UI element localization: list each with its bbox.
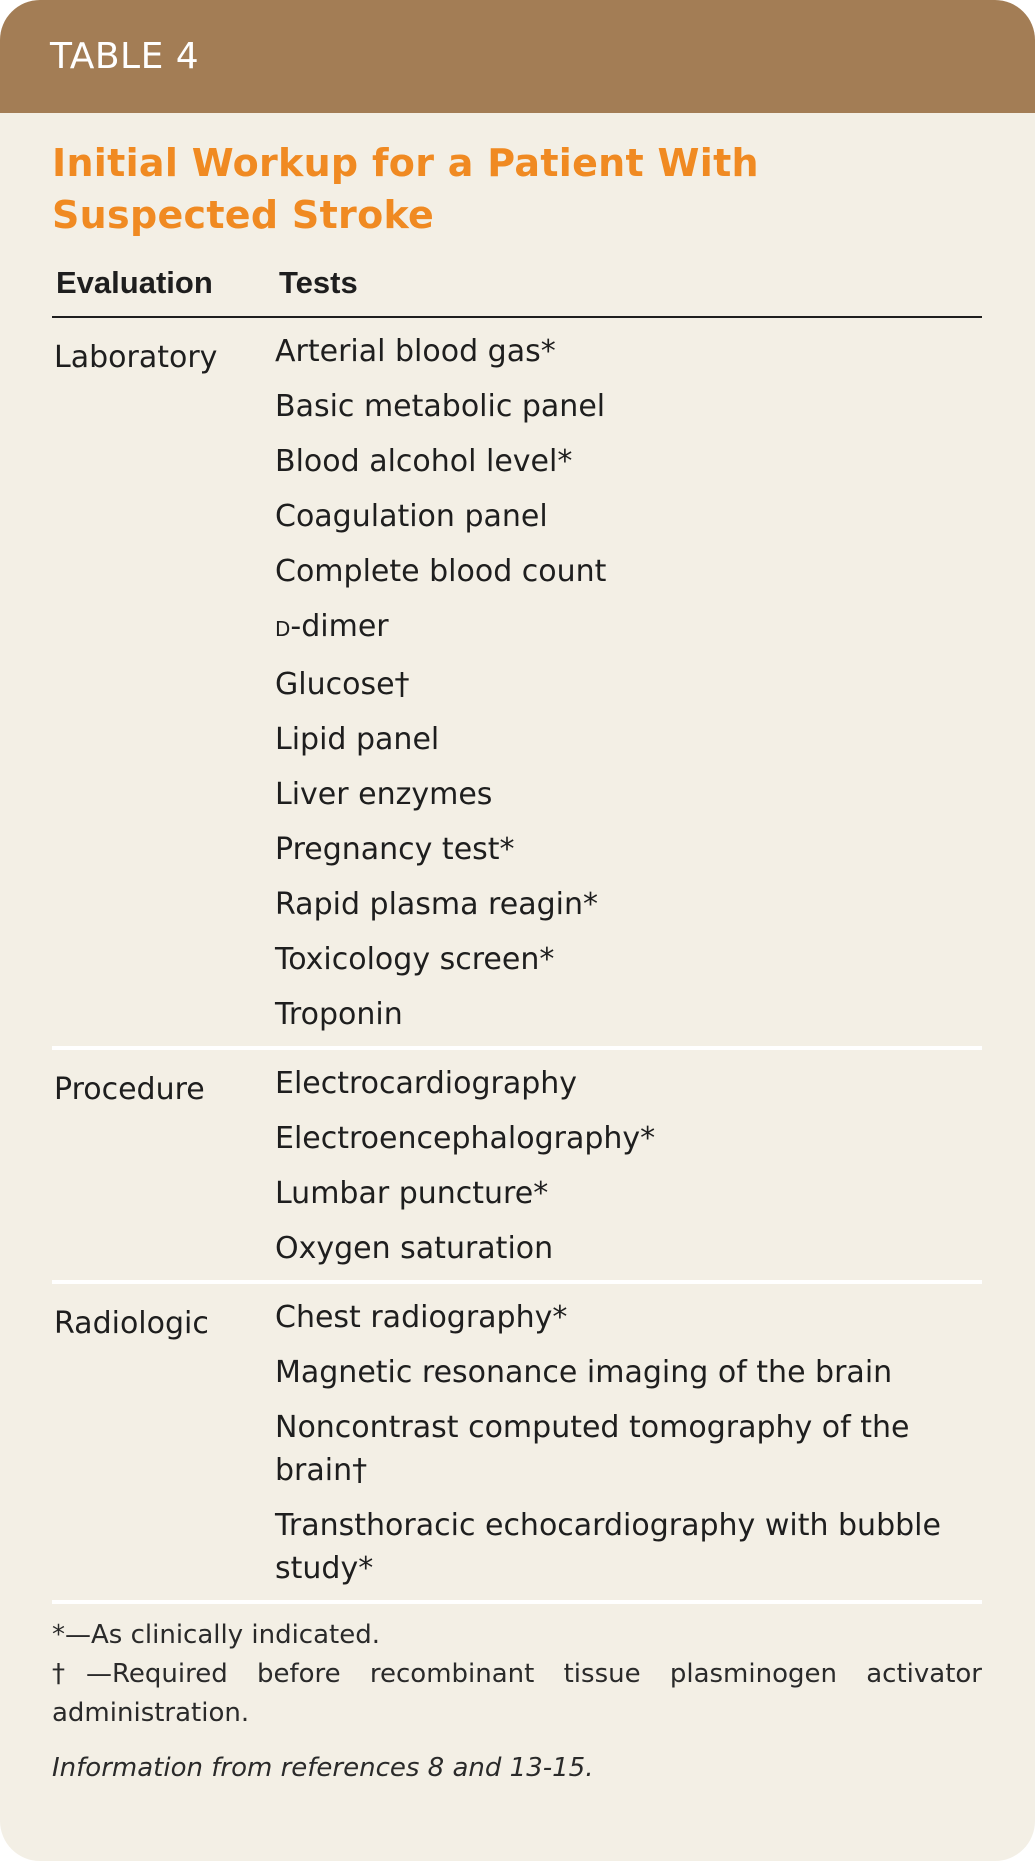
footnote-dagger: †—Required before recombinant tissue plasminogen activator administration. [52, 1659, 982, 1728]
test-item: Glucose† [275, 667, 410, 702]
table-row [52, 1282, 982, 1602]
evaluation-cell: Procedure [52, 1048, 275, 1282]
test-item: Troponin [275, 997, 403, 1032]
group-procedure [52, 1048, 982, 1282]
table-title: Initial Workup for a Patient With Suspected Stroke [52, 141, 759, 237]
test-item: Rapid plasma reagin* [275, 887, 598, 922]
table-number-label: TABLE 4 [50, 36, 200, 77]
test-item: Complete blood count [275, 554, 607, 589]
table-row [52, 317, 982, 1048]
test-item: Basic metabolic panel [275, 389, 606, 424]
source-note: Information from references 8 and 13-15. [52, 1753, 594, 1783]
evaluation-cell: Radiologic [52, 1282, 275, 1602]
test-item: Blood alcohol level* [275, 444, 573, 479]
test-item: Chest radiography* [275, 1300, 568, 1335]
table-header-bar [0, 0, 1035, 113]
test-item: Lipid panel [275, 722, 440, 757]
table-row [52, 1048, 982, 1282]
test-item: Pregnancy test* [275, 832, 515, 867]
footnote-asterisk: *—As clinically indicated. [52, 1620, 380, 1650]
test-item: Arterial blood gas* [275, 334, 556, 369]
footnotes [52, 1616, 982, 1788]
test-item: Transthoracic echocardiography with bubble study* [275, 1508, 941, 1586]
test-item: Magnetic resonance imaging of the brain [275, 1355, 893, 1390]
group-radiologic [52, 1282, 982, 1602]
table-header-row [52, 257, 982, 317]
test-item: Electrocardiography [275, 1066, 578, 1101]
test-item-d-dimer: D-dimer [275, 609, 389, 644]
test-item: Electroencephalography* [275, 1121, 656, 1156]
group-laboratory [52, 317, 982, 1048]
test-item: Liver enzymes [275, 777, 493, 812]
test-item: Coagulation panel [275, 499, 548, 534]
tests-cell [275, 1048, 982, 1282]
test-item: Lumbar puncture* [275, 1176, 549, 1211]
column-header-tests: Tests [275, 257, 982, 317]
test-item: Toxicology screen* [275, 942, 555, 977]
evaluation-cell: Laboratory [52, 317, 275, 1048]
table-content [0, 113, 1035, 1788]
test-item: Noncontrast computed tomography of the brain† [275, 1410, 910, 1488]
workup-table [52, 257, 982, 1604]
tests-cell [275, 1282, 982, 1602]
column-header-evaluation: Evaluation [52, 257, 275, 317]
tests-cell [275, 317, 982, 1048]
test-item: Oxygen saturation [275, 1231, 554, 1266]
